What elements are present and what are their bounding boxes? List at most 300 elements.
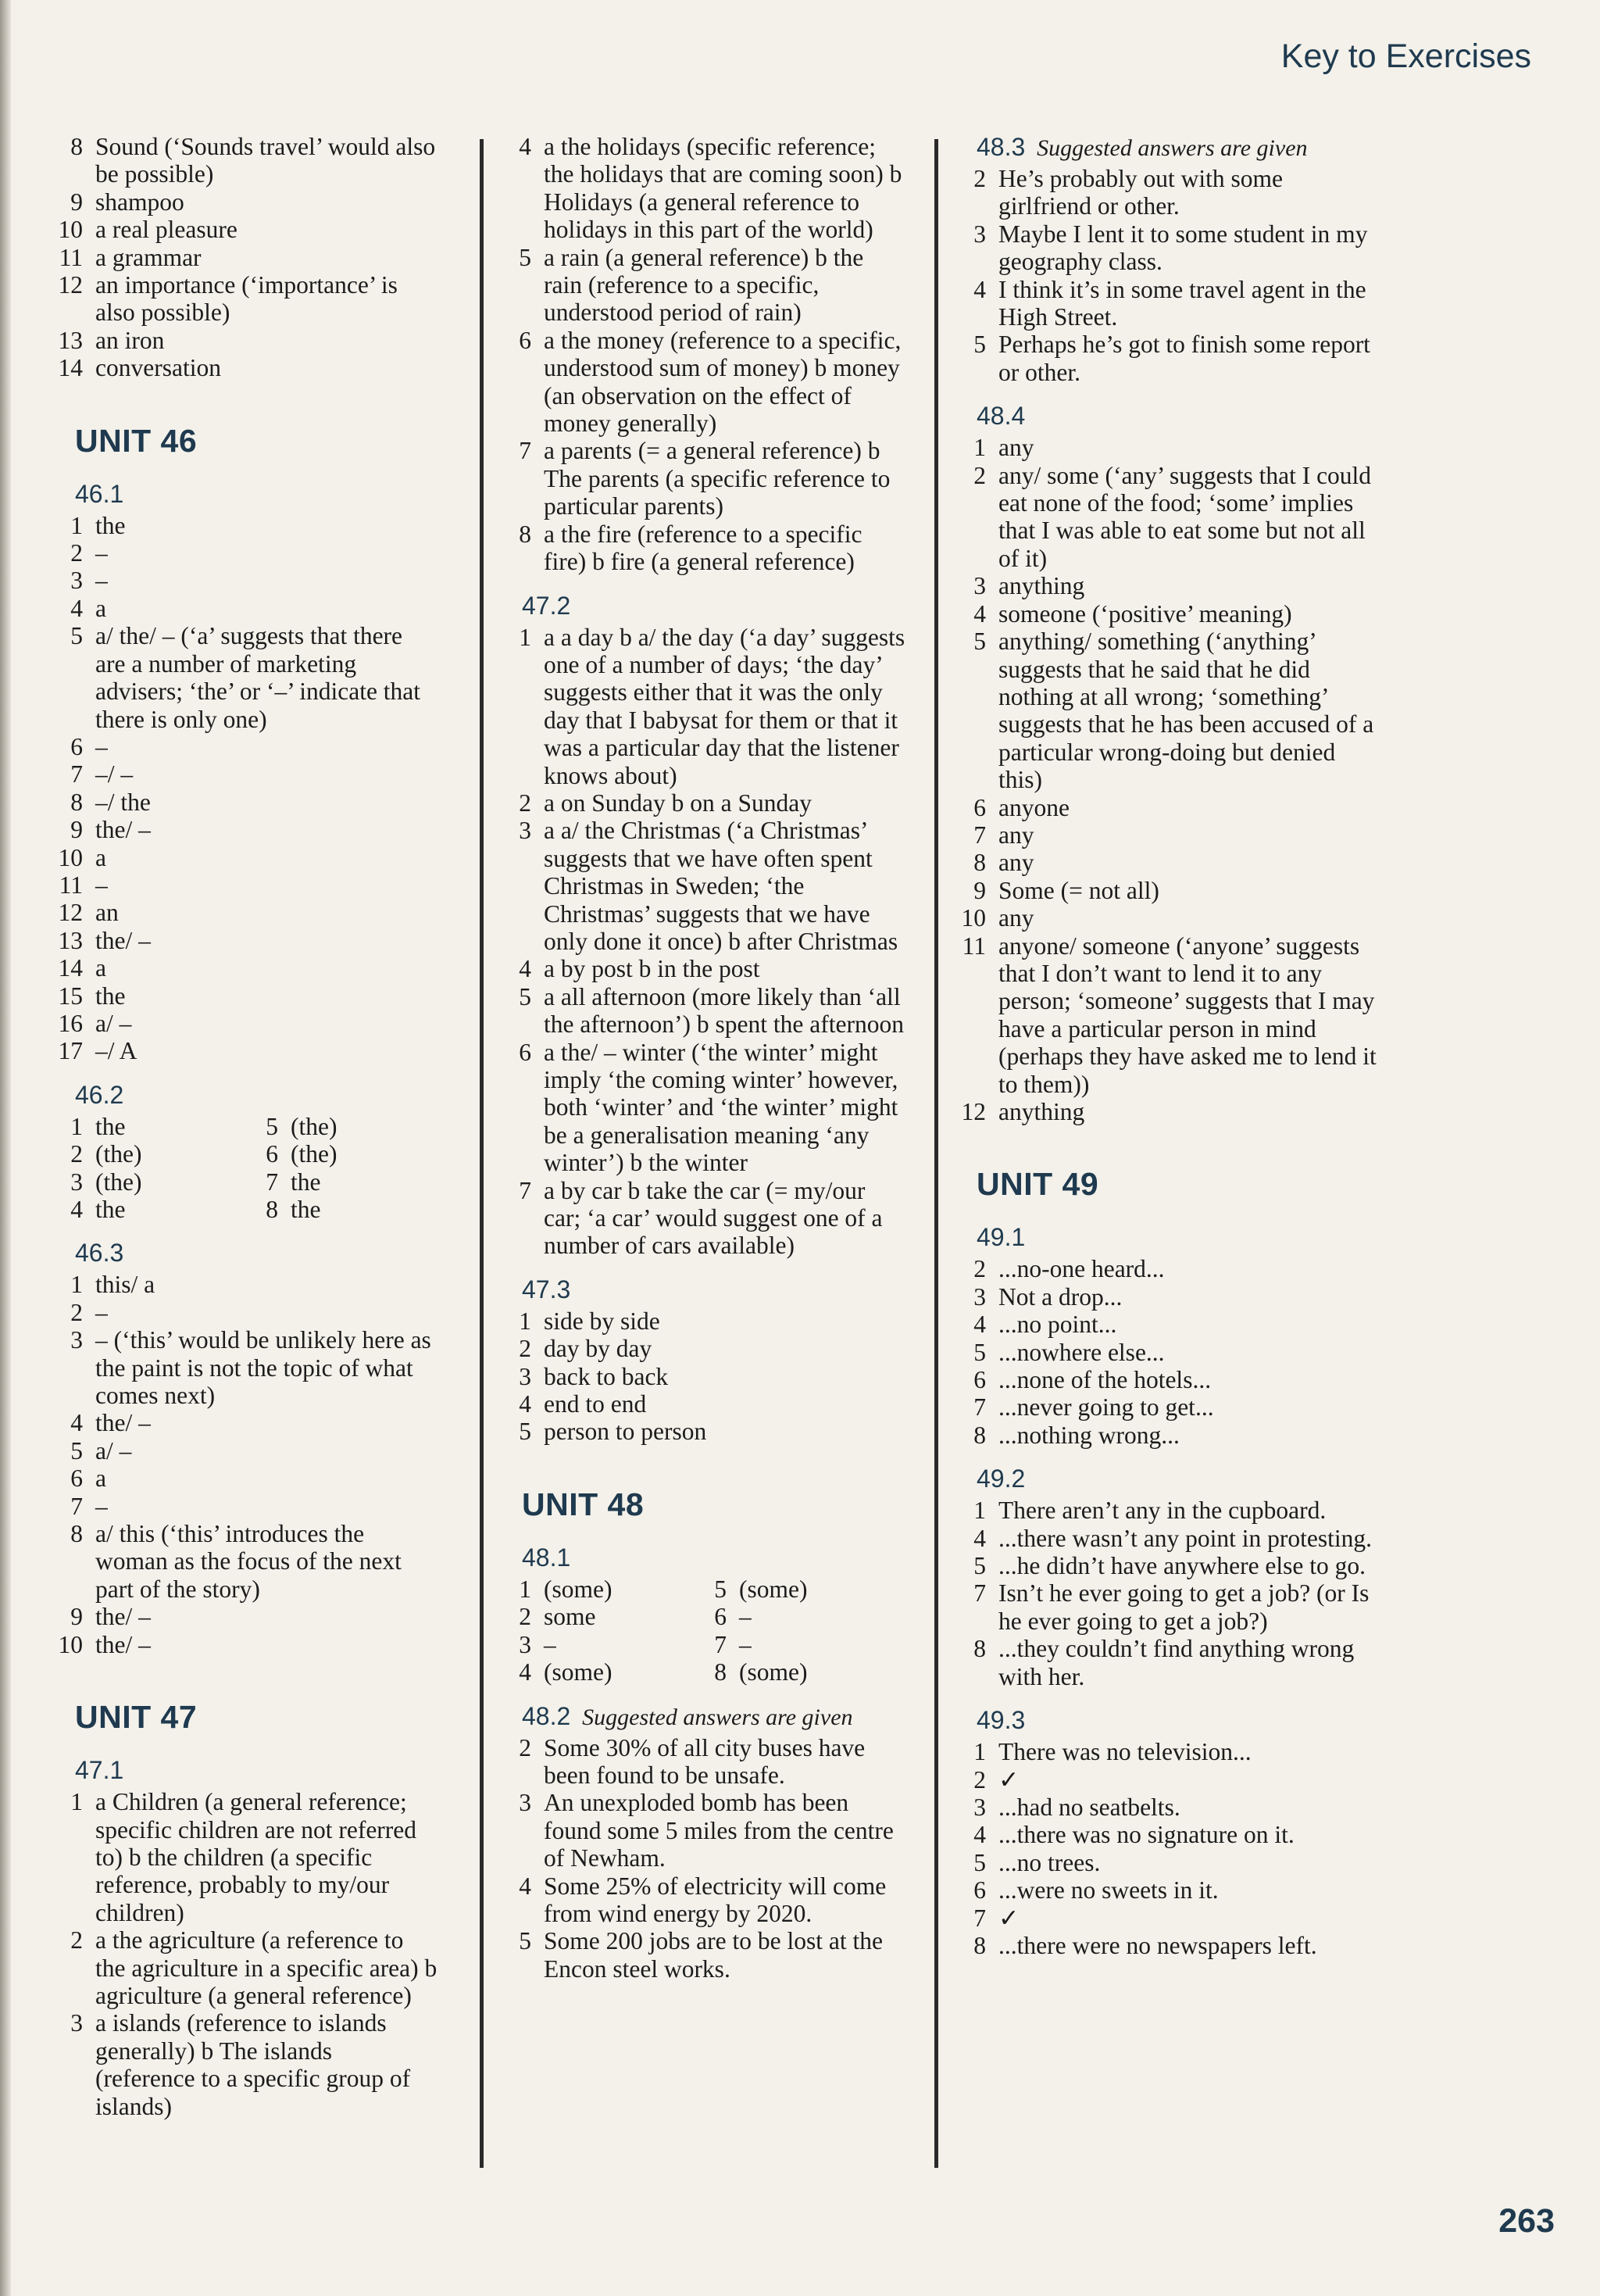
exercise-49-2-heading: 49.2: [977, 1465, 1026, 1493]
answer-text: ...none of the hotels...: [998, 1366, 1212, 1394]
answer-item: [695, 1575, 891, 1603]
answer-item: [47, 927, 438, 954]
answer-text: an: [95, 899, 119, 927]
exercise-49-1-heading: 49.1: [977, 1223, 1026, 1252]
answer-item: [955, 1904, 1377, 1932]
answer-number: 6: [266, 1140, 278, 1168]
answer-number: 11: [59, 871, 83, 899]
answer-number: 1: [519, 1307, 531, 1335]
answer-text: a real pleasure: [95, 216, 238, 244]
answer-text: the/ –: [95, 1603, 151, 1631]
answer-item: [500, 1307, 906, 1335]
column-rule-left: [480, 139, 484, 2168]
answer-text: There was no television...: [998, 1738, 1252, 1766]
answer-text: –/ A: [95, 1037, 138, 1065]
answer-item: [47, 954, 438, 982]
answer-text: – (‘this’ would be unlikely here as the paint is not the topic of what comes next): [95, 1326, 431, 1410]
answer-item: [47, 1299, 438, 1326]
answer-text: the: [95, 982, 126, 1010]
answer-text: any: [998, 904, 1034, 932]
answer-text: person to person: [544, 1418, 707, 1446]
column-rule-right: [934, 139, 938, 2168]
answer-item: [955, 628, 1377, 793]
answer-text: An unexploded bomb has been found some 5 miles from the centre of Newham.: [544, 1789, 894, 1872]
answer-number: 5: [714, 1575, 727, 1603]
answer-item: [955, 1876, 1377, 1904]
answer-text: –: [95, 871, 108, 899]
answer-number: 12: [58, 899, 83, 927]
answer-item: [47, 1520, 438, 1603]
answer-item: [47, 982, 438, 1010]
answer-text: a rain (a general reference) b the rain (reference to a specific, understood period of rain): [544, 243, 864, 327]
answer-item: [500, 244, 906, 327]
answer-number: 6: [973, 1876, 986, 1904]
answer-text: (the): [291, 1112, 338, 1140]
answer-text: Isn’t he ever going to get a job? (or Is he ever going to get a job?): [998, 1579, 1370, 1635]
answer-number: 6: [519, 1038, 531, 1066]
answer-item: [955, 794, 1377, 821]
exercise-48-2-note: Suggested answers are given: [582, 1704, 853, 1730]
answer-number: 6: [973, 793, 986, 821]
answer-item: [955, 1738, 1377, 1765]
answer-item: [500, 1390, 906, 1418]
exercise-46-3-heading: 46.3: [75, 1239, 124, 1268]
answer-item: [47, 1037, 438, 1064]
exercise-46-2-answers: [47, 1113, 438, 1224]
answer-text: ...no-one heard...: [998, 1255, 1165, 1283]
answer-text: any: [998, 849, 1034, 877]
answer-number: 2: [519, 1733, 531, 1761]
answer-number: 7: [973, 1579, 986, 1608]
answer-number: 8: [714, 1658, 727, 1686]
answer-item: [500, 789, 906, 817]
answer-number: 4: [70, 1196, 83, 1223]
answer-item: [500, 133, 906, 244]
answer-item: [695, 1658, 891, 1686]
answer-number: 9: [70, 188, 83, 216]
answer-item: [47, 1631, 438, 1658]
answer-number: 2: [973, 1765, 986, 1794]
answer-text: a all afternoon (more likely than ‘all the afternoon’) b spent the afternoon: [544, 982, 904, 1039]
answer-item: [47, 1437, 438, 1465]
answer-item: [47, 216, 438, 243]
exercise-48-3-note: Suggested answers are given: [1037, 135, 1308, 161]
answer-number: 3: [973, 1793, 986, 1821]
answer-text: (some): [739, 1658, 808, 1686]
exercise-48-2-heading: [522, 1702, 906, 1731]
answer-text: –/ the: [95, 788, 151, 816]
answer-text: ...they couldn’t find anything wrong with her.: [998, 1635, 1355, 1690]
answer-number: 5: [519, 1418, 531, 1446]
answer-text: ...were no sweets in it.: [998, 1876, 1219, 1904]
answer-item: [47, 512, 438, 539]
answer-text: any: [998, 821, 1034, 849]
answer-number: 7: [714, 1630, 727, 1658]
answer-text: a the/ – winter (‘the winter’ might imply ‘the coming winter’ however, both ‘winter’ and ‘the winter’ might be a generalisation meaning ‘any winter’) b the winter: [544, 1038, 898, 1177]
answer-item: [242, 1113, 438, 1140]
answer-text: Perhaps he’s got to finish some report or other.: [998, 331, 1370, 386]
answer-number: 7: [973, 821, 986, 849]
answer-number: 7: [973, 1393, 986, 1422]
answer-number: 5: [519, 243, 531, 271]
answer-item: [955, 1366, 1377, 1393]
unit-46-heading: UNIT 46: [75, 422, 198, 459]
answer-number: 6: [714, 1603, 727, 1631]
answer-text: the: [95, 1112, 126, 1140]
answer-number: 5: [266, 1112, 278, 1140]
answer-item: [47, 1603, 438, 1630]
answer-text: –: [739, 1630, 752, 1658]
answer-item: [47, 844, 438, 871]
answer-text: ...there wasn’t any point in protesting.: [998, 1524, 1372, 1552]
answer-text: any: [998, 434, 1034, 462]
answer-text: the/ –: [95, 816, 151, 844]
answer-number: 5: [519, 1927, 531, 1955]
answer-number: 1: [973, 1738, 986, 1766]
answer-text: this/ a: [95, 1271, 155, 1299]
answer-text: a by car b take the car (= my/our car; ‘a car’ would suggest one of a number of cars available): [544, 1176, 883, 1260]
answer-text: anything: [998, 1098, 1085, 1125]
answer-item: [47, 816, 438, 843]
answer-number: 1: [70, 511, 83, 539]
answer-item: [500, 437, 906, 520]
answer-number: 12: [58, 271, 83, 299]
answer-item: [955, 1255, 1377, 1282]
answer-number: 2: [973, 165, 986, 192]
answer-text: ...he didn’t have anywhere else to go.: [998, 1552, 1366, 1580]
answer-text: (the): [95, 1140, 142, 1168]
answer-number: 5: [973, 628, 986, 656]
answer-number: 7: [70, 1492, 83, 1520]
answer-number: 1: [519, 623, 531, 651]
answer-text: Some 30% of all city buses have been found to be unsafe.: [544, 1733, 866, 1789]
answer-text: the: [95, 511, 126, 539]
answer-text: ...there were no newspapers left.: [998, 1931, 1317, 1959]
answer-item: [47, 539, 438, 567]
answer-number: 4: [70, 594, 83, 622]
answer-number: 3: [973, 1282, 986, 1311]
answer-text: back to back: [544, 1362, 669, 1390]
answer-item: [47, 871, 438, 899]
answer-item: [47, 2009, 438, 2120]
answer-text: a Children (a general reference; specific children are not referred to) b the children (a specific reference, probably to my/our children): [95, 1788, 417, 1926]
answer-text: some: [544, 1603, 596, 1631]
answer-number: 14: [58, 354, 83, 382]
answer-number: 4: [519, 1390, 531, 1418]
answer-number: 11: [962, 932, 986, 960]
answer-number: 5: [973, 1848, 986, 1876]
exercise-46-1-answers: [47, 512, 438, 1065]
answer-number: 8: [519, 520, 531, 548]
answer-text: (some): [544, 1575, 612, 1603]
answer-text: side by side: [544, 1307, 660, 1335]
answer-number: 1: [973, 434, 986, 462]
answer-number: 2: [519, 1603, 531, 1631]
answer-item: [47, 1926, 438, 2009]
answer-number: 6: [519, 326, 531, 354]
unit-47-heading: UNIT 47: [75, 1699, 198, 1736]
answer-text: I think it’s in some travel agent in the High Street.: [998, 275, 1366, 331]
exercise-46-1-heading: 46.1: [75, 479, 124, 508]
answer-text: (the): [291, 1140, 338, 1168]
answer-text: a a/ the Christmas (‘a Christmas’ suggests that we have often spent Christmas in Sweden; ‘the Christmas’ suggests that we have only done it once) b after Christmas: [544, 817, 898, 955]
answer-text: anyone/ someone (‘anyone’ suggests that I don’t want to lend it to any person; ‘someone’ suggests that I may have a particular person in mind (perhaps they have asked me to lend it to them)): [998, 932, 1377, 1098]
answer-item: [955, 1932, 1377, 1959]
answer-number: 10: [58, 216, 83, 244]
exercise-47-1-continued: [500, 133, 906, 576]
column-3: [955, 133, 1377, 1959]
answer-text: the: [291, 1196, 321, 1223]
answer-item: [955, 331, 1377, 386]
answer-text: Some (= not all): [998, 876, 1159, 904]
answer-item: [955, 932, 1377, 1098]
answer-text: a/ –: [95, 1009, 132, 1037]
answer-item: [955, 434, 1377, 461]
answer-number: 2: [70, 1298, 83, 1326]
answer-number: 15: [58, 982, 83, 1010]
answer-text: a: [95, 594, 106, 622]
answer-number: 3: [70, 1326, 83, 1354]
answer-item: [500, 1658, 695, 1686]
answer-text: –: [95, 1492, 108, 1520]
answer-text: ...no trees.: [998, 1848, 1101, 1876]
answer-item: [47, 595, 438, 622]
answer-item: [955, 462, 1377, 573]
unit-48-heading: UNIT 48: [522, 1486, 645, 1522]
answer-number: 2: [70, 1926, 83, 1954]
answer-item: [500, 327, 906, 438]
answer-text: –: [95, 567, 108, 595]
answer-text: –: [544, 1630, 556, 1658]
answer-item: [955, 849, 1377, 876]
answer-item: [242, 1140, 438, 1168]
answer-item: [500, 1335, 906, 1362]
exercise-47-1-heading: 47.1: [75, 1756, 124, 1785]
exercise-48-4-answers: [955, 434, 1377, 1125]
answer-text: There aren’t any in the cupboard.: [998, 1497, 1327, 1525]
answer-number: 8: [973, 1635, 986, 1663]
answer-number: 14: [58, 954, 83, 982]
exercise-46-2-heading: 46.2: [75, 1080, 124, 1109]
answer-number: 7: [70, 760, 83, 789]
answer-number: 4: [973, 599, 986, 628]
answer-number: 8: [973, 1421, 986, 1449]
answer-number: 4: [519, 955, 531, 983]
answer-number: 2: [519, 1335, 531, 1363]
exercise-49-3-heading: 49.3: [977, 1706, 1026, 1735]
answer-text: a: [95, 1465, 106, 1493]
answer-item: [47, 1465, 438, 1492]
answer-text: a the holidays (specific reference; the holidays that are coming soon) b Holidays (a general reference to holidays in this part of the world): [544, 133, 902, 244]
answer-item: [955, 572, 1377, 599]
answer-text: Some 25% of electricity will come from wind energy by 2020.: [544, 1872, 887, 1927]
answer-number: 2: [70, 539, 83, 567]
answer-item: [955, 1821, 1377, 1848]
answer-item: [242, 1168, 438, 1196]
answer-text: ...nothing wrong...: [998, 1421, 1180, 1449]
answer-number: 9: [70, 1603, 83, 1631]
answer-number: 4: [973, 1311, 986, 1339]
exercise-48-3-heading: [977, 133, 1377, 162]
answer-number: 5: [70, 622, 83, 650]
answer-item: [47, 622, 438, 733]
answer-text: the/ –: [95, 926, 151, 954]
answer-text: –: [95, 732, 108, 760]
answer-item: [955, 1849, 1377, 1876]
exercise-48-3-answers: [955, 165, 1377, 386]
answer-text: –/ –: [95, 760, 134, 789]
answer-item: [955, 1525, 1377, 1552]
answer-number: 4: [70, 1409, 83, 1437]
answer-number: 3: [70, 2009, 83, 2037]
answer-number: 2: [973, 461, 986, 489]
answer-text: ✓: [998, 1765, 1020, 1794]
answer-text: (the): [95, 1168, 142, 1196]
answer-item: [955, 1497, 1377, 1524]
answer-number: 8: [266, 1196, 278, 1223]
answer-text: (some): [544, 1658, 612, 1686]
answer-text: any/ some (‘any’ suggests that I could eat none of the food; ‘some’ implies that I was able to eat some but not all of it): [998, 461, 1372, 572]
answer-number: 5: [973, 1338, 986, 1366]
answer-number: 1: [70, 1112, 83, 1140]
answer-number: 10: [961, 904, 986, 932]
answer-number: 3: [70, 567, 83, 595]
answer-text: ...had no seatbelts.: [998, 1793, 1180, 1821]
column-1: [47, 133, 438, 2120]
binding-shadow: [0, 0, 11, 2296]
answer-number: 4: [973, 275, 986, 303]
answer-item: [47, 354, 438, 381]
answer-number: 3: [519, 1362, 531, 1390]
answer-item: [47, 760, 438, 788]
answer-item: [500, 1603, 695, 1630]
answer-number: 7: [266, 1168, 278, 1196]
answer-number: 3: [70, 1168, 83, 1196]
answer-item: [955, 1283, 1377, 1311]
answer-number: 8: [973, 849, 986, 877]
answer-item: [500, 955, 906, 982]
answer-item: [500, 1418, 906, 1445]
answer-number: 5: [973, 331, 986, 359]
answer-item: [500, 624, 906, 789]
answer-text: a the money (reference to a specific, understood sum of money) b money (an observation on the effect of money generally): [544, 326, 902, 438]
answer-text: a islands (reference to islands generally) b The islands (reference to a specific group of islands): [95, 2009, 411, 2120]
answer-number: 3: [973, 220, 986, 248]
answer-item: [47, 271, 438, 327]
answer-number: 5: [519, 982, 531, 1010]
exercise-48-1-heading: 48.1: [522, 1543, 571, 1572]
unit-49-heading: UNIT 49: [977, 1166, 1099, 1203]
answer-text: Some 200 jobs are to be lost at the Encon steel works.: [544, 1927, 883, 1983]
answer-text: Maybe I lent it to some student in my geography class.: [998, 220, 1368, 276]
answer-item: [500, 817, 906, 955]
exercise-48-4-heading: 48.4: [977, 402, 1026, 431]
answer-number: 6: [70, 732, 83, 760]
exercise-48-1-answers: [500, 1575, 906, 1686]
answer-number: 3: [519, 1630, 531, 1658]
answer-item: [47, 327, 438, 354]
answer-number: 8: [70, 788, 83, 816]
answer-text: –: [95, 1298, 108, 1326]
answer-number: 1: [70, 1788, 83, 1816]
answer-item: [47, 1409, 438, 1436]
answer-item: [955, 1339, 1377, 1366]
answer-number: 4: [519, 133, 531, 160]
exercise-48-3-number: 48.3: [977, 133, 1026, 161]
answer-item: [500, 1363, 906, 1390]
unit45-continuation: [47, 133, 438, 382]
answer-number: 1: [973, 1497, 986, 1525]
answer-number: 3: [519, 1789, 531, 1817]
answer-number: 6: [70, 1465, 83, 1493]
answer-text: the/ –: [95, 1630, 151, 1658]
answer-text: –: [739, 1603, 752, 1631]
exercise-47-2-heading: 47.2: [522, 591, 571, 620]
answer-item: [500, 1789, 906, 1872]
answer-item: [500, 1927, 906, 1983]
answer-number: 7: [973, 1904, 986, 1932]
exercise-49-2-answers: [955, 1497, 1377, 1690]
answer-item: [955, 165, 1377, 220]
answer-text: a grammar: [95, 243, 202, 271]
answer-text: Sound (‘Sounds travel’ would also be possible): [95, 133, 436, 188]
answer-item: [47, 567, 438, 594]
answer-item: [500, 1575, 695, 1603]
exercise-47-1-answers: [47, 1788, 438, 2120]
answer-text: ...never going to get...: [998, 1393, 1214, 1422]
answer-item: [47, 1788, 438, 1926]
answer-number: 7: [519, 437, 531, 465]
exercise-47-3-heading: 47.3: [522, 1275, 571, 1304]
answer-item: [500, 1734, 906, 1790]
answer-item: [955, 1098, 1377, 1125]
exercise-49-1-answers: [955, 1255, 1377, 1449]
answer-text: shampoo: [95, 188, 184, 216]
answer-number: 7: [519, 1176, 531, 1204]
answer-number: 8: [70, 133, 83, 160]
answer-text: anyone: [998, 793, 1070, 821]
answer-number: 3: [973, 572, 986, 600]
answer-text: the: [95, 1196, 126, 1223]
answer-text: Not a drop...: [998, 1282, 1123, 1311]
answer-item: [955, 821, 1377, 849]
answer-item: [47, 244, 438, 271]
answer-item: [47, 133, 438, 188]
answer-number: 5: [973, 1552, 986, 1580]
answer-text: a: [95, 843, 106, 871]
answer-text: He’s probably out with some girlfriend or other.: [998, 165, 1283, 220]
answer-number: 1: [70, 1271, 83, 1299]
answer-text: ✓: [998, 1904, 1020, 1932]
answer-item: [955, 1422, 1377, 1449]
answer-item: [695, 1631, 891, 1658]
answer-text: an iron: [95, 326, 165, 354]
answer-number: 5: [70, 1436, 83, 1465]
answer-item: [955, 1794, 1377, 1821]
answer-text: day by day: [544, 1335, 652, 1363]
answer-number: 8: [70, 1520, 83, 1548]
column-2: [500, 133, 906, 1983]
answer-item: [47, 1271, 438, 1298]
answer-text: a/ the/ – (‘a’ suggests that there are a number of marketing advisers; ‘the’ or ‘–’ indicate that there is only one): [95, 622, 421, 733]
answer-item: [955, 1635, 1377, 1690]
exercise-47-3-answers: [500, 1307, 906, 1446]
answer-item: [500, 520, 906, 576]
page-number: 263: [1498, 2202, 1555, 2240]
answer-text: someone (‘positive’ meaning): [998, 599, 1292, 628]
answer-number: 17: [58, 1037, 83, 1065]
exercise-49-3-answers: [955, 1738, 1377, 1959]
